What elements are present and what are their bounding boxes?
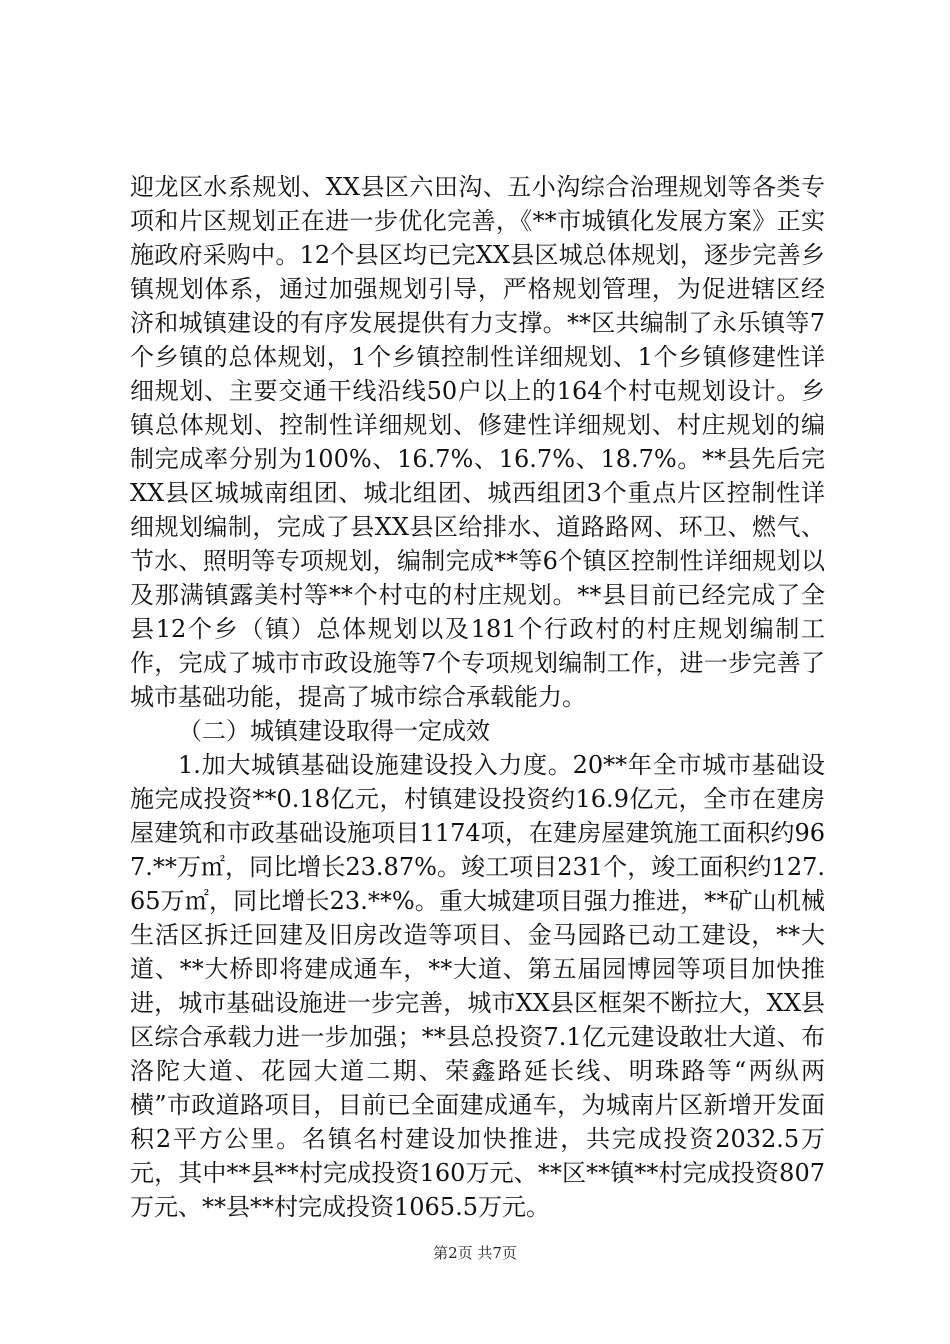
body-paragraph-2: 1.加大城镇基础设施建设投入力度。20**年全市城市基础设施完成投资**0.18亿元，村镇建设投资约16.9亿元，全市在建房屋建筑和市政基础设施项目1174项，在建房屋建筑施工面积约967.**万㎡，同比增长23.87%。竣工项目231个，竣工面积约127.65万㎡，同比增长23.**%。重大城建项目强力推进，**矿山机械生活区拆迁回建及旧房改造等项目、金马园路已动工建设，**大道、**大桥即将建成通车，**大道、第五届园博园等项目加快推进，城市基础设施进一步完善，城市XX县区框架不断拉大，XX县区综合承载力进一步加强；**县总投资7.1亿元建设敢壮大道、布洛陀大道、花园大道二期、荣鑫路延长线、明珠路等“两纵两横”市政道路项目，目前已全面建成通车，为城南片区新增开发面积2平方公里。名镇名村建设加快推进，共完成投资2032.5万元，其中**县**村完成投资160万元、**区**镇**村完成投资807万元、**县**村完成投资1065.5万元。	[130, 751, 825, 1221]
section-heading: （二）城镇建设取得一定成效	[178, 717, 490, 745]
body-paragraph-1: 迎龙区水系规划、XX县区六田沟、五小沟综合治理规划等各类专项和片区规划正在进一步优化完善，《**市城镇化发展方案》正实施政府采购中。12个县区均已完XX县区城总体规划，逐步完善乡镇规划体系，通过加强规划引导，严格规划管理，为促进辖区经济和城镇建设的有序发展提供有力支撑。**区共编制了永乐镇等7个乡镇的总体规划，1个乡镇控制性详细规划、1个乡镇修建性详细规划、主要交通干线沿线50户以上的164个村屯规划设计。乡镇总体规划、控制性详细规划、修建性详细规划、村庄规划的编制完成率分别为100%、16.7%、16.7%、18.7%。**县先后完XX县区城城南组团、城北组团、城西组团3个重点片区控制性详细规划编制，完成了县XX县区给排水、道路路网、环卫、燃气、节水、照明等专项规划，编制完成**等6个镇区控制性详细规划以及那满镇露美村等**个村屯的村庄规划。**县目前已经完成了全县12个乡（镇）总体规划以及181个行政村的村庄规划编制工作，完成了城市市政设施等7个专项规划编制工作，进一步完善了城市基础功能，提高了城市综合承载能力。	[130, 173, 825, 711]
page-footer: 第2页 共7页	[433, 1244, 517, 1262]
document-body	[130, 170, 825, 1224]
